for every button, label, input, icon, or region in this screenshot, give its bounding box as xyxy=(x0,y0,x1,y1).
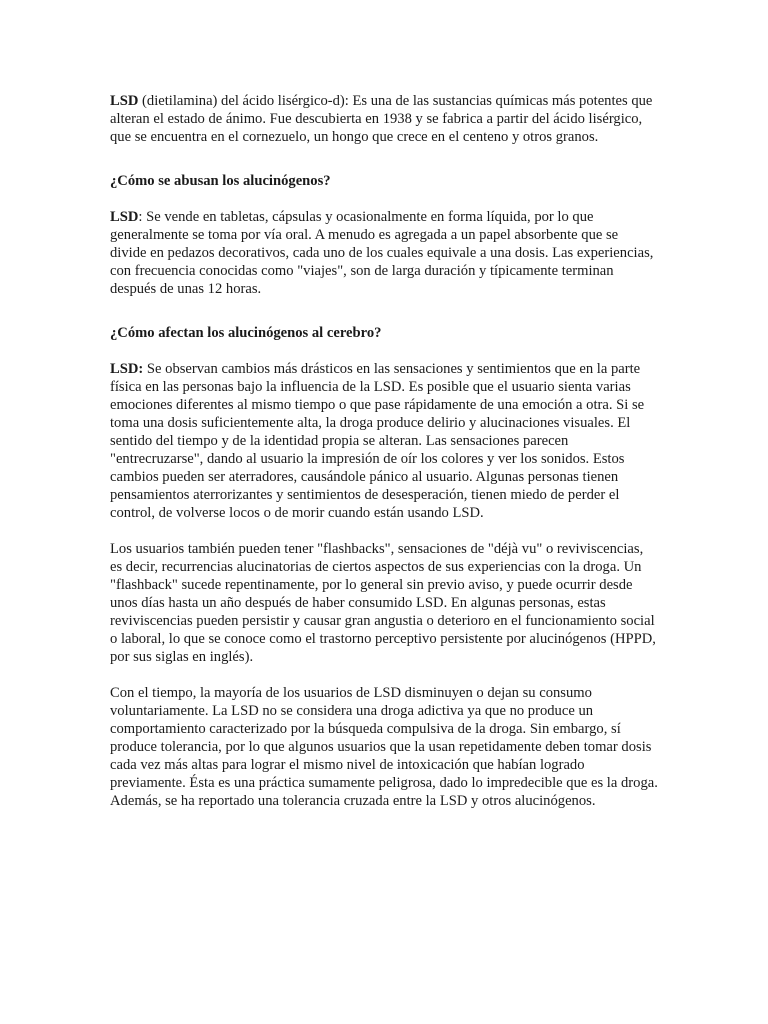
section2-paragraph-1 xyxy=(110,360,658,522)
section1-paragraph xyxy=(110,208,658,298)
section1-heading: ¿Cómo se abusan los alucinógenos? xyxy=(110,173,331,189)
section1-term: LSD xyxy=(110,209,139,225)
intro-term: LSD xyxy=(110,93,139,109)
section2-paragraph-3: Con el tiempo, la mayoría de los usuarios de LSD disminuyen o dejan su consumo voluntariamente. La LSD no se considera una droga adictiva ya que no produce un comportamiento caracterizado por la búsqueda compulsiva de la droga. Sin embargo, sí produce tolerancia, por lo que algunos usuarios que la usan repetidamente deben tomar dosis cada vez más altas para lograr el mismo nivel de intoxicación que habían logrado previamente. Ésta es una práctica sumamente peligrosa, dado lo impredecible que es la droga. Además, se ha reportado una tolerancia cruzada entre la LSD y otros alucinógenos. xyxy=(110,685,658,809)
intro-paragraph xyxy=(110,92,658,146)
section1-text: : Se vende en tabletas, cápsulas y ocasionalmente en forma líquida, por lo que generalmente se toma por vía oral. A menudo es agregada a un papel absorbente que se divide en pedazos decorativos, cada uno de los cuales equivale a una dosis. Las experiencias, con frecuencia conocidas como "viajes", son de larga duración y típicamente terminan después de unas 12 horas. xyxy=(110,209,654,297)
section2-term: LSD: xyxy=(110,361,144,377)
intro-text: (dietilamina) del ácido lisérgico-d): Es una de las sustancias químicas más potentes que alteran el estado de ánimo. Fue descubierta en 1938 y se fabrica a partir del ácido lisérgico, que se encuentra en el cornezuelo, un hongo que crece en el centeno y otros granos. xyxy=(110,93,653,145)
section2-heading: ¿Cómo afectan los alucinógenos al cerebro? xyxy=(110,325,382,341)
document-page xyxy=(110,92,658,828)
section2-text: Se observan cambios más drásticos en las sensaciones y sentimientos que en la parte física en las personas bajo la influencia de la LSD. Es posible que el usuario sienta varias emociones diferentes al mismo tiempo o que pase rápidamente de una emoción a otra. Si se toma una dosis suficientemente alta, la droga produce delirio y alucinaciones visuales. El sentido del tiempo y de la identidad propia se alteran. Las sensaciones parecen "entrecruzarse", dando al usuario la impresión de oír los colores y ver los sonidos. Estos cambios pueden ser aterradores, causándole pánico al usuario. Algunas personas tienen pensamientos aterrorizantes y sentimientos de desesperación, tienen miedo de perder el control, de volverse locos o de morir cuando están usando LSD. xyxy=(110,361,645,521)
section2-paragraph-2: Los usuarios también pueden tener "flashbacks", sensaciones de "déjà vu" o reviviscencias, es decir, recurrencias alucinatorias de ciertos aspectos de sus experiencias con la droga. Un "flashback" sucede repentinamente, por lo general sin previo aviso, y puede ocurrir desde unos días hasta un año después de haber consumido LSD. En algunas personas, estas reviviscencias pueden persistir y causar gran angustia o deterioro en el funcionamiento social o laboral, lo que se conoce como el trastorno perceptivo persistente por alucinógenos (HPPD, por sus siglas en inglés). xyxy=(110,541,656,665)
